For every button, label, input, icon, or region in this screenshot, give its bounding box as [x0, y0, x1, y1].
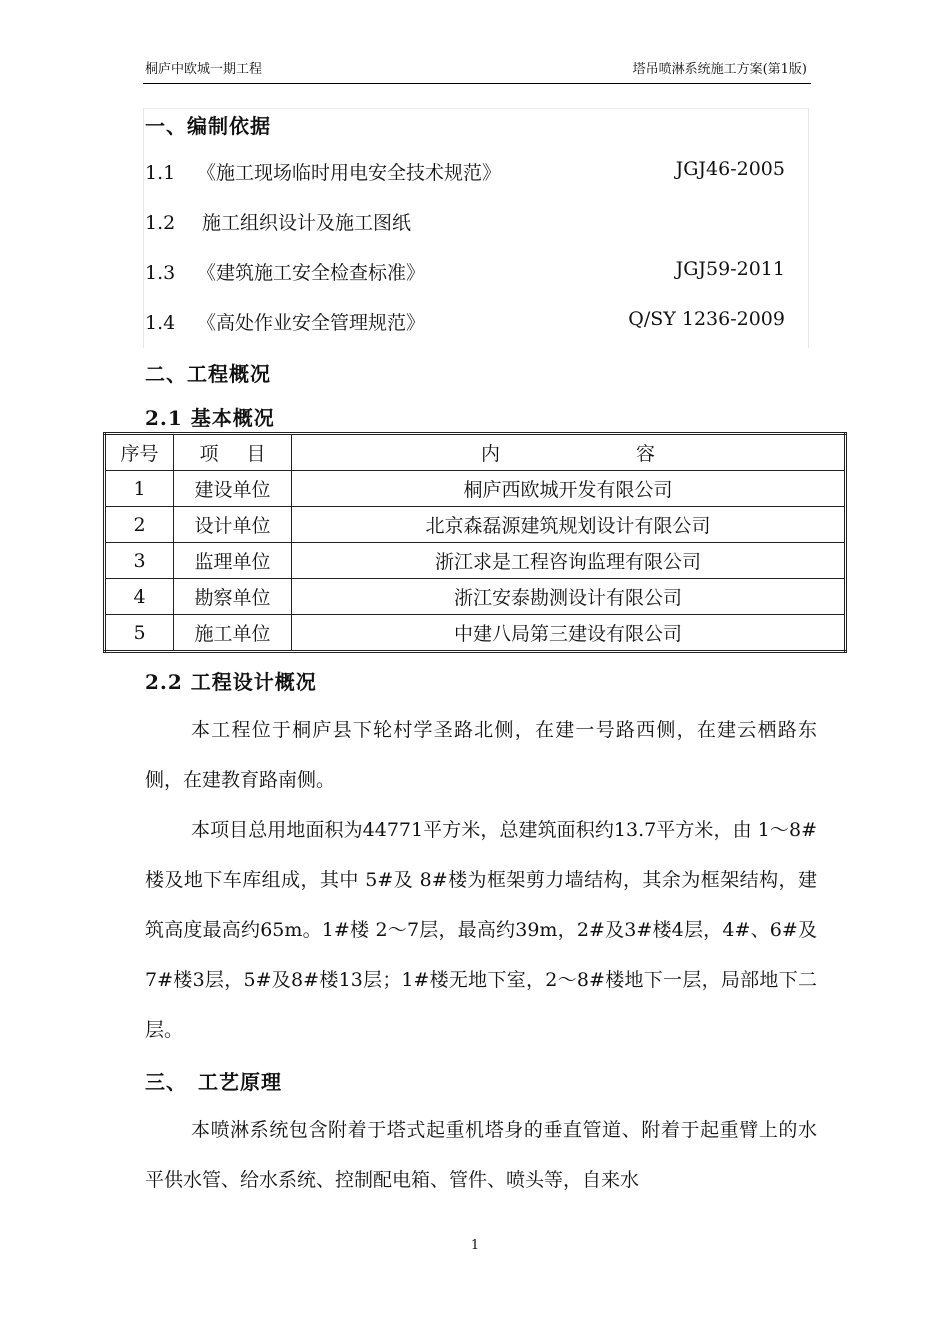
- reference-title: 《施工现场临时用电安全技术规范》: [197, 162, 502, 184]
- reference-title: 施工组织设计及施工图纸: [202, 212, 412, 234]
- header-right: 塔吊喷淋系统施工方案(第1版): [632, 62, 807, 77]
- table-cell: 监理单位: [174, 543, 292, 579]
- subsection-2-2-title: 2.2 工程设计概况: [145, 670, 317, 694]
- table-cell: 浙江安泰勘测设计有限公司: [292, 579, 846, 615]
- table-cell: 2: [105, 507, 174, 543]
- reference-title: 《建筑施工安全检查标准》: [197, 262, 426, 284]
- reference-item: [145, 158, 785, 185]
- table-cell: 3: [105, 543, 174, 579]
- table-row: [105, 579, 846, 615]
- reference-item: [145, 308, 785, 335]
- subsection-2-1-title: 2.1 基本概况: [145, 406, 275, 430]
- table-cell: 施工单位: [174, 615, 292, 652]
- table-cell: 浙江求是工程咨询监理有限公司: [292, 543, 846, 579]
- header-divider: [143, 83, 811, 84]
- header-left: 桐庐中欧城一期工程: [145, 62, 263, 77]
- table-cell: 1: [105, 471, 174, 507]
- reference-number: 1.1: [145, 162, 176, 184]
- table-header-row: [105, 434, 846, 471]
- section-1-title: 一、编制依据: [145, 114, 271, 138]
- table-row: [105, 507, 846, 543]
- paragraph-location: 本工程位于桐庐县下轮村学圣路北侧，在建一号路西侧，在建云栖路东侧，在建教育路南侧。: [145, 719, 817, 791]
- reference-code: JGJ59-2011: [675, 258, 785, 280]
- table-cell: 勘察单位: [174, 579, 292, 615]
- paragraph-scale: 本项目总用地面积为44771平方米，总建筑面积约13.7平方米，由 1～8#楼及地下车库组成，其中 5#及 8#楼为框架剪力墙结构，其余为框架结构，建筑高度最高约65m。1#楼 2～7层，最高约39m，2#及3#楼4层，4#、6#及7#楼3层，5#及8#楼13层；1#楼无地下室，2～8#楼地下一层，局部地下二层。: [145, 819, 817, 1041]
- reference-code: Q/SY 1236-2009: [628, 308, 785, 330]
- reference-number: 1.4: [145, 312, 176, 334]
- text-box-right-border: [808, 108, 809, 348]
- text-box-left-border: [143, 108, 144, 348]
- table-cell: 5: [105, 615, 174, 652]
- table-cell: 设计单位: [174, 507, 292, 543]
- project-info-table: [103, 432, 847, 653]
- section-3-title: 三、 工艺原理: [145, 1070, 282, 1094]
- table-cell: 4: [105, 579, 174, 615]
- page-number: 1: [470, 1238, 480, 1253]
- paragraph-principle: 本喷淋系统包含附着于塔式起重机塔身的垂直管道、附着于起重臂上的水平供水管、给水系统、控制配电箱、管件、喷头等，自来水: [145, 1119, 817, 1191]
- section-2-title: 二、工程概况: [145, 362, 271, 386]
- reference-number: 1.3: [145, 262, 176, 284]
- table-header-cell: 序号: [105, 434, 174, 471]
- table-cell: 中建八局第三建设有限公司: [292, 615, 846, 652]
- reference-item: [145, 208, 785, 235]
- reference-number: 1.2: [145, 212, 176, 234]
- table-row: [105, 471, 846, 507]
- text-box-top-border: [143, 108, 809, 109]
- table-row: [105, 615, 846, 652]
- table-header-cell: 内 容: [292, 434, 846, 471]
- table-row: [105, 543, 846, 579]
- reference-title: 《高处作业安全管理规范》: [197, 312, 426, 334]
- table-cell: 北京森磊源建筑规划设计有限公司: [292, 507, 846, 543]
- table-header-cell: 项 目: [174, 434, 292, 471]
- table-cell: 桐庐西欧城开发有限公司: [292, 471, 846, 507]
- reference-item: [145, 258, 785, 285]
- reference-code: JGJ46-2005: [675, 158, 785, 180]
- table-cell: 建设单位: [174, 471, 292, 507]
